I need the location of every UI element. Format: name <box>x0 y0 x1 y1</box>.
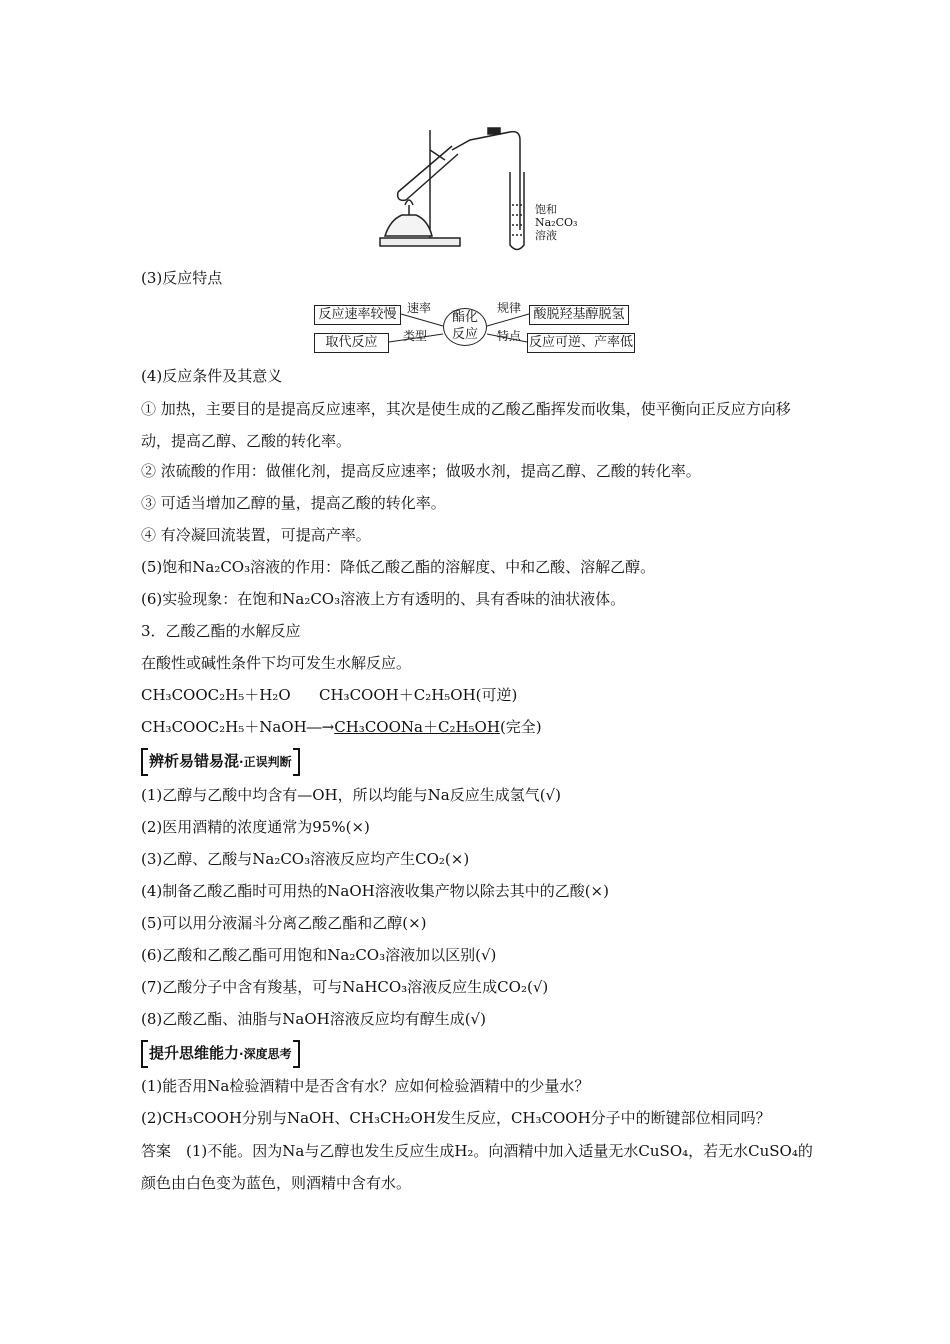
apparatus-label-line: 饱和 <box>535 203 557 216</box>
section-4-item-1: ① 加热，主要目的是提高反应速率，其次是使生成的乙酸乙酯挥发而收集，使平衡向正反应方向移动，提高乙醇、乙酸的转化率。 <box>141 400 791 450</box>
diagram-box-feature: 反应可逆、产率低 <box>527 333 635 353</box>
judgment-item: (6)乙酸和乙酸乙酯可用饱和Na₂CO₃溶液加以区别(√) <box>141 946 497 964</box>
diagram-box-type: 取代反应 <box>314 333 389 353</box>
equation-2-products: CH₃COONa＋C₂H₅OH <box>334 718 500 736</box>
diagram-box-rule: 酸脱羟基醇脱氢 <box>529 305 629 325</box>
diagram-center-line: 酯化 <box>451 310 478 325</box>
banner-judgment-sub: ·正误判断 <box>239 755 292 769</box>
apparatus-label-line: 溶液 <box>535 229 557 242</box>
equation-1-left: CH₃COOC₂H₅＋H₂O <box>141 686 291 704</box>
apparatus-label-line: Na₂CO₃ <box>535 216 578 229</box>
section-4-item-2: ② 浓硫酸的作用：做催化剂，提高反应速率；做吸水剂，提高乙醇、乙酸的转化率。 <box>141 462 701 480</box>
equation-2-tail: (完全) <box>499 718 542 736</box>
section-3-title: (3)反应特点 <box>141 269 223 287</box>
section-5: (5)饱和Na₂CO₃溶液的作用：降低乙酸乙酯的溶解度、中和乙酸、溶解乙醇。 <box>141 558 656 576</box>
diagram-box-rate: 反应速率较慢 <box>314 305 401 325</box>
banner-judgment-main: 辨析易错易混 <box>149 752 240 770</box>
banner-thinking-main: 提升思维能力 <box>149 1044 240 1062</box>
judgment-item: (4)制备乙酸乙酯时可用热的NaOH溶液收集产物以除去其中的乙酸(×) <box>141 882 609 900</box>
diagram-label-rule: 规律 <box>497 301 522 315</box>
judgment-item: (8)乙酸乙酯、油脂与NaOH溶液反应均有醇生成(√) <box>141 1010 486 1028</box>
banner-thinking-sub: ·深度思考 <box>239 1047 292 1061</box>
diagram-center <box>443 308 487 346</box>
judgment-item: (3)乙醇、乙酸与Na₂CO₃溶液反应均产生CO₂(×) <box>141 850 470 868</box>
equation-2 <box>141 717 542 737</box>
banner-judgment <box>141 750 300 773</box>
question-item: (2)CH₃COOH分别与NaOH、CH₃CH₂OH发生反应，CH₃COOH分子中的断键部位相同吗？ <box>141 1109 771 1127</box>
section-4-item-4: ④ 有冷凝回流装置，可提高产率。 <box>141 526 371 544</box>
heading-3-text: 在酸性或碱性条件下均可发生水解反应。 <box>141 654 412 672</box>
heading-3: 3．乙酸乙酯的水解反应 <box>141 622 301 640</box>
answer: 答案 (1)不能。因为Na与乙醇也发生反应生成H₂。向酒精中加入适量无水CuSO₄，若无水CuSO₄的颜色由白色变为蓝色，则酒精中含有水。 <box>141 1142 813 1192</box>
diagram-center-line: 反应 <box>451 327 478 342</box>
judgment-item: (2)医用酒精的浓度通常为95%(×) <box>141 818 370 836</box>
equation-1-right: CH₃COOH＋C₂H₅OH(可逆) <box>319 686 518 704</box>
section-4-item-3: ③ 可适当增加乙醇的量，提高乙酸的转化率。 <box>141 494 446 512</box>
equation-2-left: CH₃COOC₂H₅＋NaOH―→ <box>141 718 335 736</box>
section-4-title: (4)反应条件及其意义 <box>141 367 283 385</box>
feature-diagram-lines <box>0 0 950 360</box>
judgment-item: (5)可以用分液漏斗分离乙酸乙酯和乙醇(×) <box>141 914 427 932</box>
question-item: (1)能否用Na检验酒精中是否含有水？应如何检验酒精中的少量水？ <box>141 1077 590 1095</box>
banner-thinking <box>141 1042 300 1065</box>
diagram-label-type: 类型 <box>403 329 428 343</box>
section-6: (6)实验现象：在饱和Na₂CO₃溶液上方有透明的、具有香味的油状液体。 <box>141 590 626 608</box>
diagram-label-rate: 速率 <box>407 301 432 315</box>
judgment-item: (1)乙醇与乙酸中均含有—OH，所以均能与Na反应生成氢气(√) <box>141 786 561 804</box>
diagram-label-feature: 特点 <box>497 329 522 343</box>
judgment-item: (7)乙酸分子中含有羧基，可与NaHCO₃溶液反应生成CO₂(√) <box>141 978 549 996</box>
